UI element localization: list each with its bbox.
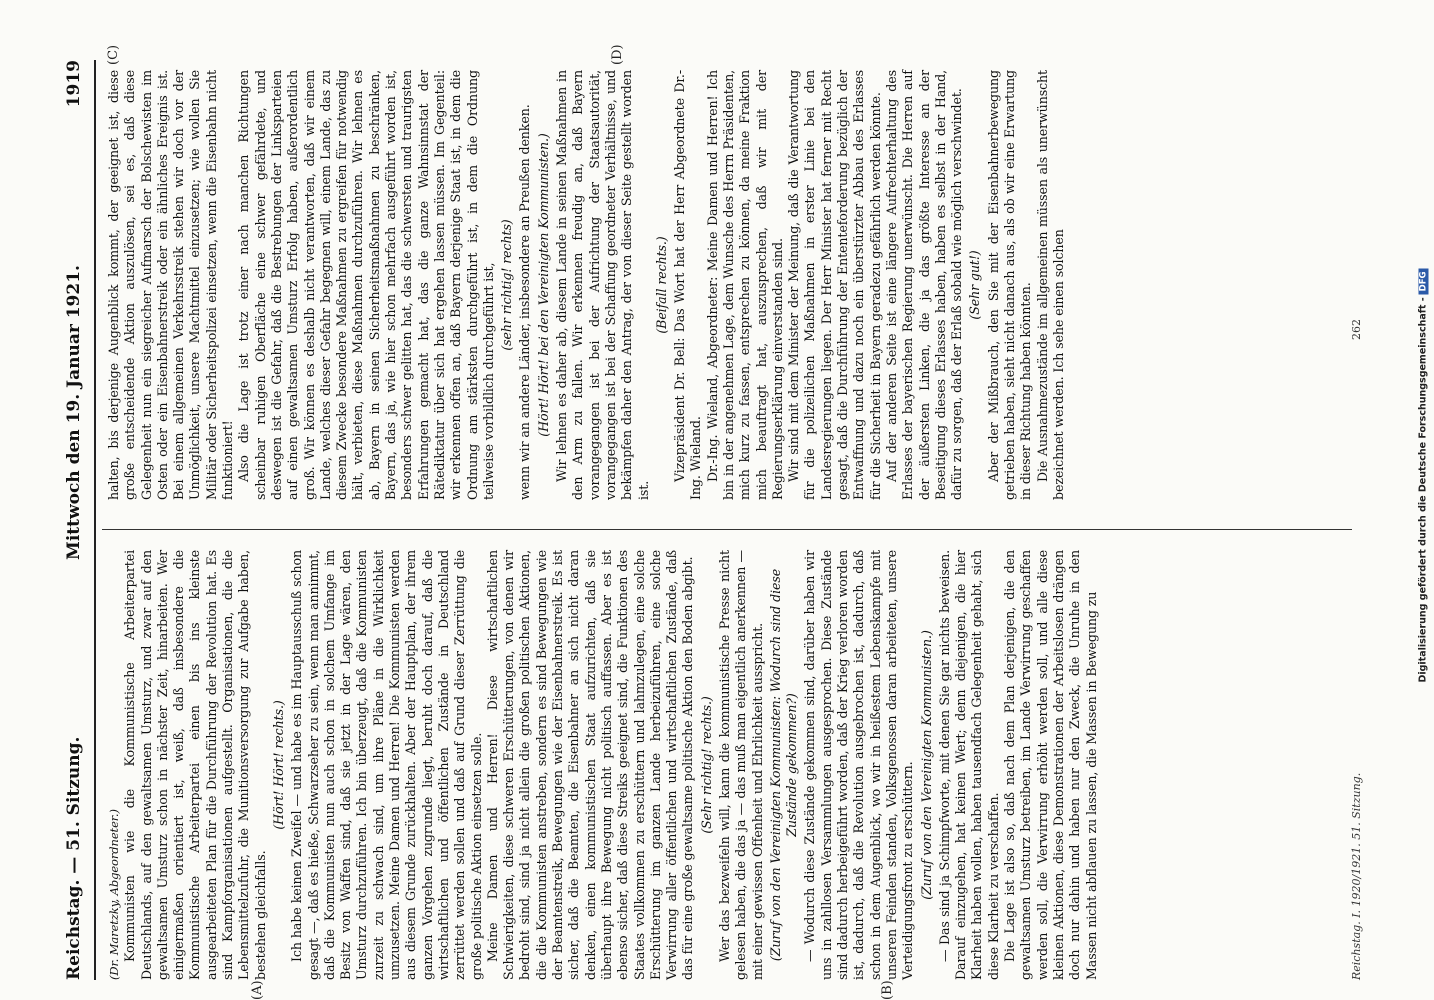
column-rule xyxy=(102,529,1352,530)
interjection: (sehr richtig! rechts) xyxy=(499,219,515,351)
left-column xyxy=(106,550,1100,980)
paragraph: Die Lage ist also so, daß nach dem Plan derjenigen, die den gewaltsamen Umsturz betreiben, im Lande Verwirrung geschaffen werden soll, die Verwirrung erhöht werden soll, und alle diese kleinen Aktionen, diese Demonstrationen der Arbeitslosen drängen doch nur dahin und haben nur den Zweck, die Unruhe in den Massen nicht abflauen zu lassen, die Massen in Bewegung zu xyxy=(1002,550,1099,980)
paragraph: Aber der Mißbrauch, den Sie mit der Eisenbahnerbewegung getrieben haben, sieht nicht danach aus, als ob wir eine Erwartung in dieser Richtung haben könnten. xyxy=(985,70,1034,500)
rotated-scan xyxy=(50,40,1380,1000)
digitization-notice xyxy=(1418,1,1429,951)
digitization-sidebar xyxy=(1388,0,1434,1000)
dfg-badge: DFG xyxy=(1419,268,1429,294)
paragraph: Vizepräsident Dr. Bell: Das Wort hat der Herr Abgeordnete Dr.-Ing. Wieland. xyxy=(672,70,704,500)
digitization-text: Digitalisierung gefördert durch die Deutsche Forschungsgemeinschaft - xyxy=(1417,297,1429,683)
paragraph: Die Ausnahmezustände im allgemeinen müssen als unerwünscht bezeichnet werden. Ich sehe einen solchen xyxy=(1034,70,1066,500)
paragraph: Wir sind mit dem Minister der Meinung, daß die Verantwortung für die polizeilichen Maßnahmen in erster Linie bei den Landesregierungen liegen. Der Herr Minister hat ferner mit Recht gesagt, daß die Durchführung der Ententeforderung bezüglich der Entwaffnung und dazu noch ein überstürzter Abbau des Erlasses für die Sicherheit in Bayern geradezu gefährlich werden könnte. xyxy=(786,70,883,500)
interjection: (Sehr gut!) xyxy=(967,250,983,320)
paragraph: Also die Lage ist trotz einer nach manchen Richtungen scheinbar ruhigen Oberfläche eine schwer gefährdete, und deswegen ist die Gefahr, daß die Bestrebungen der Linksparteien auf einen gewaltsamen Umsturz Erfolg haben, außerordentlich groß. Wir können es deshalb nicht verantworten, daß wir einem Lande, welches dieser Gefahr begegnen will, einem Lande, das zu diesem Zwecke besondere Maßnahmen zu ergreifen für notwendig hält, verbieten, diese Maßnahmen durchzuführen. Wir lehnen es ab, Bayern in seinen Sicherheitsmaßnahmen zu beschränken, Bayern, das ja, wie hier schon mehrfach ausgeführt worden ist, besonders schwer gelitten hat, das die schwersten und traurigsten Erfahrungen gemacht hat, das die ganze Wahnsinnstat der Rätediktatur über sich hat ergehen lassen müssen. Im Gegenteil: wir erkennen offen an, daß Bayern derjenige Staat ist, in dem die Ordnung am stärksten durchgeführt ist, in dem die Ordnung teilweise vorbildlich durchgeführt ist, xyxy=(236,70,496,500)
paragraph: Dr.-Ing. Wieland, Abgeordneter: Meine Damen und Herren! Ich bin in der angenehmen Lage, dem Wunsche des Herrn Präsidenten, mich kurz zu fassen, entsprechen zu können, da meine Fraktion mich beauftragt hat, auszusprechen, daß wir mit der Regierungserklärung einverstanden sind. xyxy=(704,70,785,500)
header-page-number: 1919 xyxy=(64,60,84,108)
interjection: (Hört! Hört! rechts.) xyxy=(270,700,286,830)
header-left: Reichstag. — 51. Sitzung. xyxy=(64,736,84,980)
paragraph: — Wodurch diese Zustände gekommen sind, darüber haben wir uns in zahllosen Versammlungen ausgesprochen. Diese Zustände sind dadurch herbeigeführt worden, daß der Krieg verloren worden ist, dadurch, daß die Revolution ausgebrochen ist, dadurch, daß schon in dem Augenblick, wo wir in heißestem Lebenskampfe mit unseren Feinden standen, Volksgenossen daran arbeiteten, unsere Verteidigungsfront zu erschüttern. xyxy=(802,550,916,980)
page-footer: Reichstag. I. 1920/1921. 51. Sitzung. xyxy=(1350,772,1363,980)
margin-marker-b: (B) xyxy=(880,980,895,1000)
margin-marker-d: (D) xyxy=(610,44,625,65)
paragraph: Auf der anderen Seite ist eine längere Aufrechterhaltung des Erlasses der bayerischen Regierung unerwünscht. Die Herren auf der äußersten Linken, die ja das größte Interesse an der Beseitigung dieses Erlasses haben, haben es selbst in der Hand, dafür zu sorgen, daß der Erlaß sobald wie möglich verschwindet. xyxy=(883,70,965,500)
interjection: (Sehr richtig! rechts.) xyxy=(698,696,714,834)
right-column xyxy=(106,70,1067,500)
paragraph: Meine Damen und Herren! Diese wirtschaftlichen Schwierigkeiten, diese schweren Erschütterungen, von denen wir bedroht sind, sind ja nicht allein die großen politischen Aktionen, die die Kommunisten anstreben, sondern es sind Bewegungen wie der Beamtenstreik, Bewegungen wie der Eisenbahnerstreik. Es ist sicher, daß die Beamten, die Eisenbahner an sich nicht daran denken, einen kommunistischen Staat aufzurichten, daß sie überhaupt ihre Bewegung nicht politisch auffassen. Aber es ist ebenso sicher, daß diese Streiks geeignet sind, die Funktionen des Staates vollkommen zu erschüttern und lahmzulegen, eine solche Erschütterung im ganzen Lande herbeizuführen, eine solche Verwirrung aller öffentlichen und wirtschaftlichen Zustände, daß das für eine große gewaltsame politische Aktion den Boden abgibt. xyxy=(484,550,696,980)
paragraph: Wir lehnen es daher ab, diesem Lande in seinen Maßnahmen in den Arm zu fallen. Wir erkennen freudig an, daß Bayern vorangegangen ist bei der Aufrichtung der Staatsautorität, vorangegangen ist bei der Schaffung geordneter Verhältnisse, und bekämpfen daher den Antrag, der von dieser Seite gestellt worden ist. xyxy=(554,70,651,500)
header-center: Mittwoch den 19. Januar 1921. xyxy=(64,265,84,560)
speaker-note: (Dr. Maretzky, Abgeordneter.) xyxy=(107,809,121,980)
paragraph: wenn wir an andere Länder, insbesondere an Preußen denken. xyxy=(517,104,533,500)
paragraph: — Das sind ja Schimpfworte, mit denen Sie gar nichts beweisen. Darauf einzugehen, hat keinen Wert; denn diejenigen, die hier Klarheit haben wollen, haben tausendfach Gelegenheit gehabt, sich diese Klarheit zu verschaffen. xyxy=(936,550,1001,980)
margin-marker-a: (A) xyxy=(250,980,265,1000)
header-rule xyxy=(94,60,96,980)
interjection: (Zuruf von den Vereinigten Kommunisten: Wodurch sind diese Zustände gekommen?) xyxy=(767,568,800,962)
page-number: 262 xyxy=(1350,319,1363,340)
page-header xyxy=(60,60,94,980)
paragraph: halten, bis derjenige Augenblick kommt, der geeignet ist, diese große entscheidende Aktion auszulösen, sei es, daß diese Gelegenheit nun ein siegreicher Aufmarsch der Bolschewisten im Osten oder ein Eisenbahnerstreik oder ein ähnliches Ereignis ist. Bei einem allgemeinen Verkehrsstreik stehen wir doch vor der Unmöglichkeit, unsere Machtmittel einzusetzen; wie wollen Sie Militär oder Sicherheitspolizei einsetzen, wenn die Eisenbahn nicht funktioniert! xyxy=(106,70,236,500)
paragraph: Ich habe keinen Zweifel — und habe es im Hauptausschuß schon gesagt —, daß es hieße, Schwarzseher zu sein, wenn man annimmt, daß die Kommunisten nun auch schon in solchem Umfange im Besitz von Waffen sind, daß sie jetzt in der Lage wären, den Umsturz durchzuführen. Ich bin überzeugt, daß die Kommunisten zurzeit zu schwach sind, um ihre Pläne in die Wirklichkeit umzusetzen. Meine Damen und Herren! Die Kommunisten werden aus diesem Grunde zurückhalten. Aber der Hauptplan, der ihrem ganzen Vorgehen zugrunde liegt, beruht doch darauf, daß die wirtschaftlichen und öffentlichen Zustände in Deutschland zerrüttet werden sollen und daß auf Grund dieser Zerrüttung die große politische Aktion einsetzen solle. xyxy=(289,550,484,980)
interjection: (Zuruf von den Vereinigten Kommunisten.) xyxy=(918,630,934,900)
paragraph: Wer das bezweifeln will, kann die kommunistische Presse nicht gelesen haben, die das ja — das muß man eigentlich anerkennen — mit einer gewissen Offenheit und Ehrlichkeit ausspricht. xyxy=(716,550,765,980)
interjection: (Beifall rechts.) xyxy=(653,236,669,334)
interjection: (Hört! Hört! bei den Vereinigten Kommunisten.) xyxy=(535,133,551,437)
paragraph: Kommunisten wie die Kommunistische Arbeiterpartei Deutschlands, auf den gewaltsamen Umsturz, und zwar auf den gewaltsamen Umsturz schon in nächster Zeit, hinarbeiten. Wer einigermaßen orientiert ist, weiß, daß insbesondere die Kommunistische Arbeiterpartei einen bis ins kleinste ausgearbeiteten Plan für die Durchführung der Revolution hat. Es sind Kampforganisationen aufgestellt. Organisationen, die die Lebensmittelzufuhr, die Munitionsversorgung zur Aufgabe haben, bestehen gleichfalls. xyxy=(122,550,268,980)
margin-marker-c: (C) xyxy=(106,44,121,65)
